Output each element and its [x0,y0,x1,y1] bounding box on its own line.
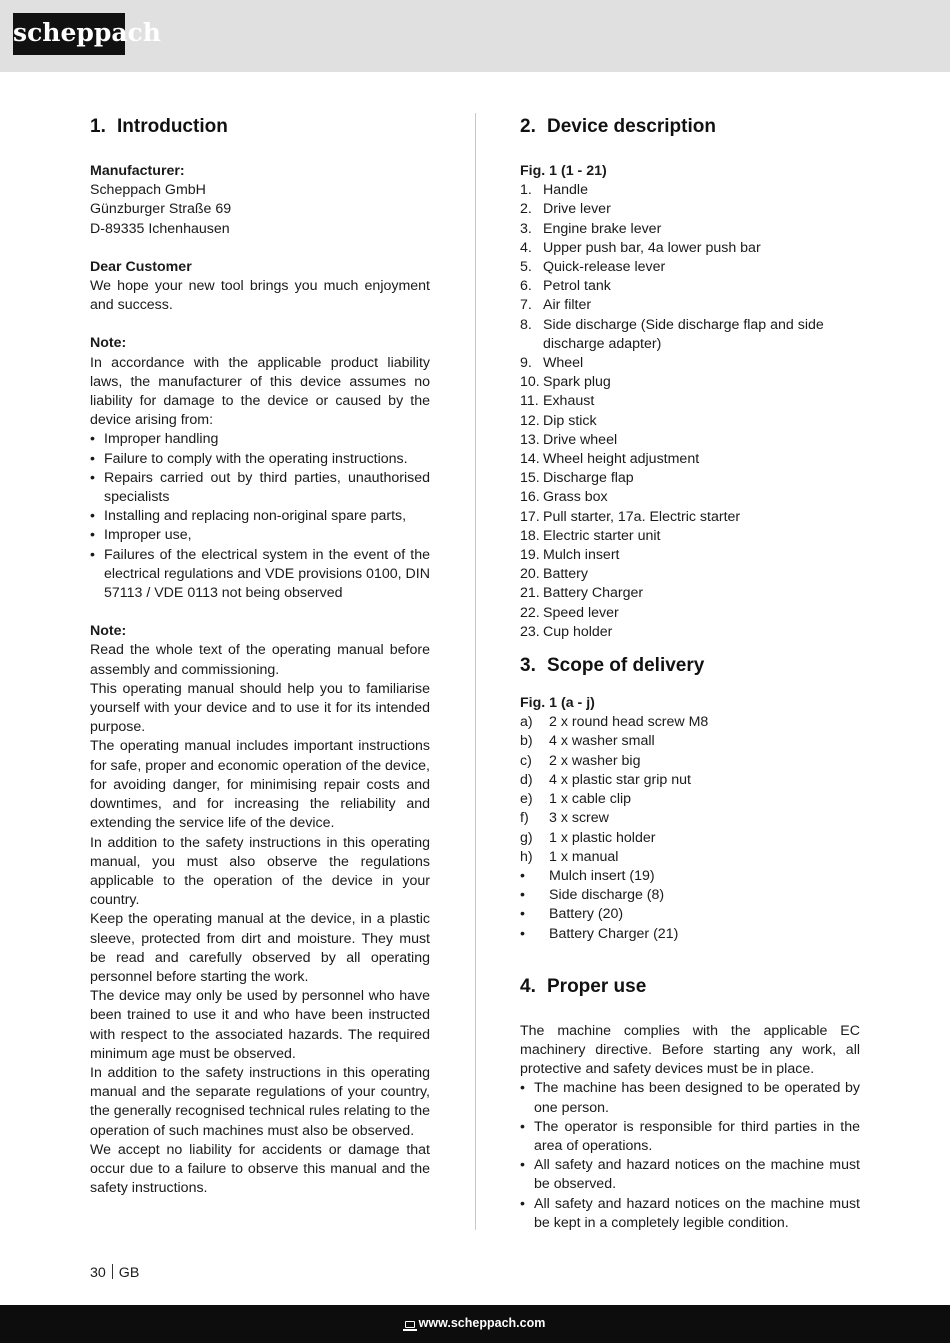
list-item-text: Air filter [543,297,592,314]
paragraph: We accept no liability for accidents or damage that occur due to a failure to observe this manual and the safety instructions. [90,1141,430,1197]
list-item [520,565,860,584]
paragraph: Read the whole text of the operating manual before assembly and commissioning. [90,642,430,678]
figure-label: Fig. 1 (a - j) [520,695,595,712]
list-item-marker: b) [520,733,533,750]
list-item: • Installing and replacing non-original spare parts, [90,507,430,526]
list-item [520,771,860,790]
list-item-marker: • [520,906,525,923]
list-item-text: 2 x round head screw M8 [549,714,709,731]
manufacturer-line: Günzburger Straße 69 [90,201,232,218]
list-item-text: Speed lever [543,604,619,621]
list-item [520,469,860,488]
list-item-text: Side discharge (8) [549,887,665,904]
list-item-marker: 1. [520,182,532,199]
list-item-marker: 5. [520,259,532,276]
list-item-text: Wheel height adjustment [543,451,700,468]
list-item: • Repairs carried out by third parties, unauthorised specialists [90,469,430,507]
list-item-text: Engine brake lever [543,220,662,237]
list-item [520,450,860,469]
list-item-marker: 20. [520,566,540,583]
list-item-text: Wheel [543,355,584,372]
list-item-text: Electric starter unit [543,527,661,544]
list-item: • Improper use, [90,526,430,545]
list-item [520,354,860,373]
list-item [520,316,860,354]
monitor-icon [405,1321,415,1328]
list-item: • All safety and hazard notices on the machine must be observed. [520,1156,860,1194]
list-item [520,886,860,905]
list-item-text: Exhaust [543,393,595,410]
list-item-text: Quick-release lever [543,259,666,276]
note-label: Note: [90,335,127,352]
section-title-scope-of-delivery: 3. Scope of delivery [520,655,705,677]
list-item-marker: h) [520,848,533,865]
section-title-proper-use: 4. Proper use [520,975,647,997]
manufacturer-line: Scheppach GmbH [90,182,206,199]
paragraph: In addition to the safety instructions in this operating manual and the separate regulations of your country, the generally recognised technical rules relating to the operation of such machines must also be observed. [90,1064,430,1139]
list-item-text: 1 x plastic holder [549,829,656,846]
list-item-marker: 23. [520,623,540,640]
list-item-marker: a) [520,714,533,731]
list-item-marker: 14. [520,451,540,468]
list-item-marker: 3. [520,220,532,237]
list-item [520,546,860,565]
list-item [520,829,860,848]
list-item-marker: 21. [520,585,540,602]
list-item-text: Drive wheel [543,431,618,448]
liability-list [90,430,430,603]
column-divider [475,113,476,1230]
paragraph: In addition to the safety instructions in this operating manual, you must also observe the regulations applicable to the operation of the device in your country. [90,834,430,909]
list-item [520,508,860,527]
list-item [520,431,860,450]
parts-list [520,181,860,642]
separator [112,1264,113,1279]
list-item [520,412,860,431]
proper-use-list [520,1079,860,1233]
list-item [520,905,860,924]
right-column [520,114,860,1233]
list-item-text: Drive lever [543,201,611,218]
list-item [520,732,860,751]
paragraph: The device may only be used by personnel who have been trained to use it and who have been instructed with respect to the associated hazards. The required minimum age must be observed. [90,988,430,1062]
list-item-text: Discharge flap [543,470,634,487]
list-item-text: Spark plug [543,374,611,391]
dear-customer-label: Dear Customer [90,258,192,275]
list-item-marker: 17. [520,508,540,525]
section-title-device-description: 2. Device description [520,116,716,137]
list-item [520,200,860,219]
list-item [520,584,860,603]
list-item-marker: d) [520,771,533,788]
list-item-text: Cup holder [543,623,613,640]
list-item: • Failures of the electrical system in the event of the electrical regulations and VDE provisions 0100, DIN 57113 / VDE 0113 not being observed [90,546,430,604]
list-item-marker: 18. [520,527,540,544]
list-item-text: Grass box [543,489,608,506]
list-item-marker: 7. [520,297,532,314]
list-item-text: 4 x washer small [549,733,655,750]
header-bar [0,0,950,72]
list-item [520,392,860,411]
page-footer [90,1264,139,1283]
list-item-text: Petrol tank [543,278,611,295]
paragraph: This operating manual should help you to familiarise yourself with your device and to use it for its intended purpose. [90,680,430,736]
list-item-text: Side discharge (Side discharge flap and side discharge adapter) [543,316,824,352]
section-title-introduction: 1. Introduction [90,116,228,137]
list-item-text: 1 x manual [549,848,619,865]
list-item [520,623,860,642]
list-item-marker: 13. [520,431,540,448]
dear-customer-text: We hope your new tool brings you much enjoyment and success. [90,278,430,314]
figure-label: Fig. 1 (1 - 21) [520,163,607,179]
list-item-marker: f) [520,810,529,827]
proper-use-text: The machine complies with the applicable EC machinery directive. Before starting any work, all protective and safety devices must be in place. [520,1022,860,1078]
list-item [520,925,860,944]
list-item [520,527,860,546]
list-item-marker: 16. [520,489,540,506]
list-item [520,809,860,828]
list-item [520,258,860,277]
list-item-marker: 10. [520,374,540,391]
list-item-marker: • [520,925,525,942]
list-item-text: Battery (20) [549,906,624,923]
list-item [520,239,860,258]
list-item [520,277,860,296]
list-item-marker: c) [520,752,532,769]
paragraph: The operating manual includes important instructions for safe, proper and economic operation of the device, for avoiding danger, for minimising repair costs and downtimes, and for increasing the reliability and extending the service life of the device. [90,738,430,832]
list-item-marker: 9. [520,355,532,372]
list-item-marker: • [520,887,525,904]
list-item-marker: 19. [520,547,540,564]
footer-bar [0,1305,950,1343]
list-item-text: Battery Charger (21) [549,925,679,942]
list-item-text: Upper push bar, 4a lower push bar [543,239,761,256]
list-item [520,752,860,771]
left-column [90,114,430,1198]
list-item [520,373,860,392]
list-item-marker: e) [520,791,533,808]
list-item [520,220,860,239]
liability-text: In accordance with the applicable product liability laws, the manufacturer of this device assumes no liability for damage to the device or caused by the device arising from: [90,354,430,429]
list-item [520,713,860,732]
list-item [520,181,860,200]
list-item: • The machine has been designed to be operated by one person. [520,1079,860,1117]
list-item-marker: 11. [520,393,539,410]
list-item-text: Handle [543,182,588,199]
list-item-marker: • [520,867,525,884]
list-item-text: 2 x washer big [549,752,641,769]
list-item: • The operator is responsible for third parties in the area of operations. [520,1118,860,1156]
list-item-marker: g) [520,829,533,846]
list-item: • Improper handling [90,430,430,449]
manufacturer-label: Manufacturer: [90,163,185,179]
list-item-text: 3 x screw [549,810,609,827]
list-item [520,867,860,886]
list-item-marker: 2. [520,201,532,218]
list-item-text: Battery [543,566,588,583]
list-item [520,296,860,315]
list-item-marker: 4. [520,239,532,256]
list-item [520,790,860,809]
manufacturer-line: D-89335 Ichenhausen [90,220,230,237]
brand-logo: scheppach [13,13,125,55]
list-item-text: 4 x plastic star grip nut [549,771,691,788]
list-item [520,848,860,867]
note-label: Note: [90,623,127,640]
language-code: GB [118,1265,140,1281]
list-item [520,604,860,623]
list-item-marker: 22. [520,604,540,621]
website-link[interactable]: www.scheppach.com [418,1316,546,1330]
list-item: • All safety and hazard notices on the machine must be kept in a completely legible condition. [520,1195,860,1233]
scope-list [520,713,860,943]
list-item-text: Battery Charger [543,585,644,602]
list-item-text: Mulch insert [543,547,620,564]
list-item-marker: 6. [520,278,532,295]
list-item-marker: 8. [520,316,532,333]
list-item-text: 1 x cable clip [549,791,632,808]
page-number: 30 [90,1265,106,1281]
list-item-text: Pull starter, 17a. Electric starter [543,508,741,525]
list-item-marker: 12. [520,412,540,429]
list-item [520,488,860,507]
list-item-text: Dip stick [543,412,597,429]
paragraph: Keep the operating manual at the device, in a plastic sleeve, protected from dirt and moisture. They must be read and carefully observed by all operating personnel before starting the work. [90,911,430,985]
list-item-marker: 15. [520,470,540,487]
list-item-text: Mulch insert (19) [549,867,655,884]
list-item: • Failure to comply with the operating instructions. [90,450,430,469]
